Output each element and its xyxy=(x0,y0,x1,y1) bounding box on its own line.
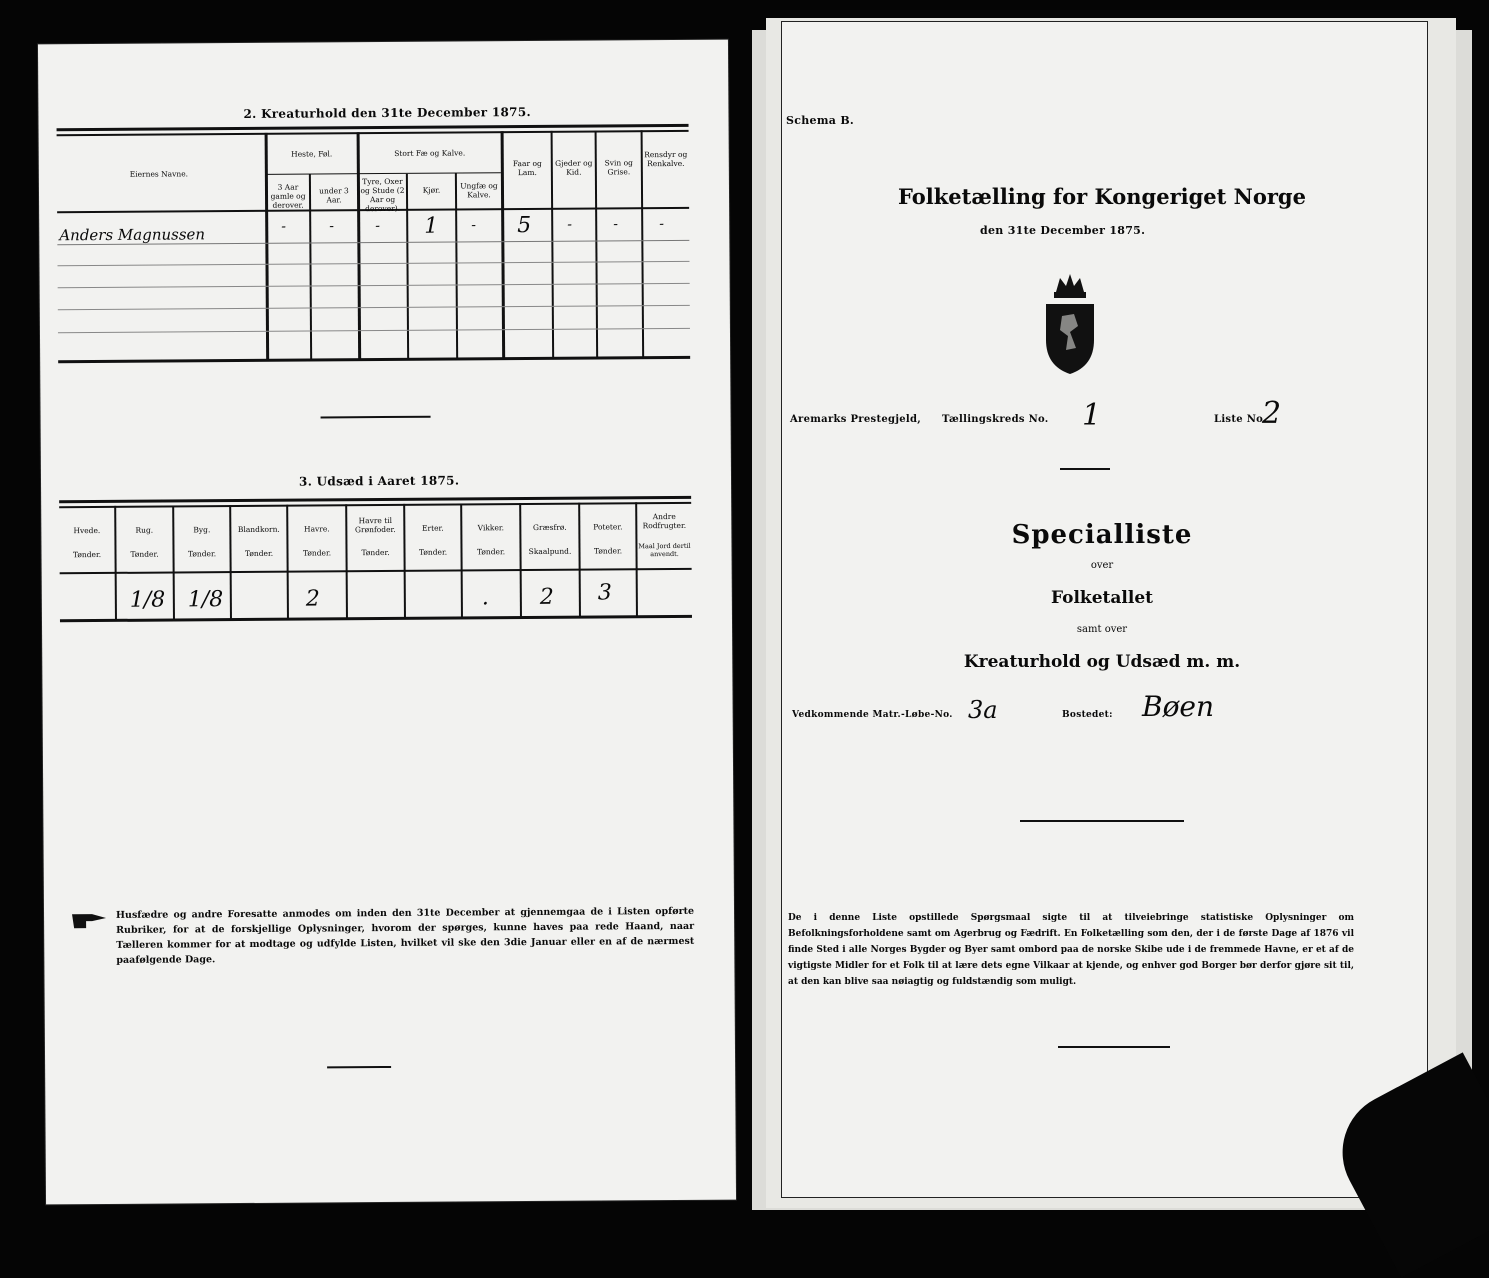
udsaed-value: . xyxy=(481,585,489,611)
unit-label: Tønder. xyxy=(418,547,448,557)
header-rensdyr: Rensdyr og Renkalve. xyxy=(644,149,688,169)
header-havre: Havre. xyxy=(303,524,330,534)
udsaed-value: 1/8 xyxy=(187,587,224,613)
header-vikker: Vikker. xyxy=(477,523,505,533)
tallingskreds-label: Tællingskreds No. xyxy=(942,414,1049,425)
column-divider xyxy=(519,503,521,618)
explanation-text: De i denne Liste opstillede Spørgsmaal sigte til at tilveiebringe statistiske Oplysninger om Befolkningsforholdene samt om Agerbrug og Fædrift. En Folketælling som den, der i de første Dage af 1876 vil finde Sted i alle Norges Bygder og Byer samt ombord paa de norske Skibe ude i de fremmede Havne, er et af de vigtigste Midler for et Folk til at lære dets egne Vilkaar at kjende, og enhver god Borger bør derfor gjøre sit til, at den kan blive saa nøiagtig og fuldstændig som muligt. xyxy=(788,913,1354,987)
unit-label: Maal Jord dertil anvendt. xyxy=(638,541,691,559)
header-gjeder: Gjeder og Kid. xyxy=(555,158,593,177)
header-heste-young: under 3 Aar. xyxy=(319,186,349,205)
unit-label: Tønder. xyxy=(130,549,159,559)
column-divider xyxy=(114,506,116,621)
header-havre-gronfoder: Havre til Grønfoder. xyxy=(355,515,396,535)
column-divider xyxy=(265,133,269,361)
header-rug: Rug. xyxy=(135,525,154,535)
left-page xyxy=(38,40,736,1205)
header-stort-fae: Stort Fæ og Kalve. xyxy=(394,148,466,158)
column-divider xyxy=(455,174,458,360)
separator-line xyxy=(321,416,431,418)
liste-label: Liste No. xyxy=(1214,414,1267,425)
table-rule xyxy=(59,502,691,508)
right-page xyxy=(782,22,1427,1197)
cell-value: - xyxy=(613,216,619,233)
section2-title: 2. Kreaturhold den 31te December 1875. xyxy=(243,104,531,121)
signature-line xyxy=(1020,820,1184,822)
udsaed-value: 2 xyxy=(305,586,320,612)
cell-value: - xyxy=(375,218,381,235)
over-text: over xyxy=(1090,560,1114,571)
udsaed-value: 2 xyxy=(539,584,554,610)
cell-value: - xyxy=(471,217,477,234)
cell-value: - xyxy=(567,216,573,233)
matr-label: Vedkommende Matr.-Løbe-No. xyxy=(792,710,953,720)
unit-label: Tønder. xyxy=(476,547,506,557)
column-divider xyxy=(286,505,288,620)
header-heste: Heste, Føl. xyxy=(291,149,333,159)
main-title: Folketælling for Kongeriget Norge xyxy=(898,184,1306,209)
header-heste-old: 3 Aar gamle og derover. xyxy=(270,182,306,210)
header-faar: Faar og Lam. xyxy=(512,158,542,178)
unit-label: Tønder. xyxy=(593,546,623,556)
cell-value: - xyxy=(659,216,665,233)
table-rule xyxy=(267,172,501,175)
pointing-hand-icon xyxy=(70,908,108,930)
section3-title: 3. Udsæd i Aaret 1875. xyxy=(298,473,460,489)
header-eiernes-navne: Eiernes Navne. xyxy=(129,169,189,179)
header-erter: Erter. xyxy=(421,523,444,533)
census-date: den 31te December 1875. xyxy=(980,224,1146,237)
unit-label: Tønder. xyxy=(187,549,217,559)
column-divider xyxy=(403,504,405,619)
bosted-value: Bøen xyxy=(1142,690,1215,723)
kreaturhold-heading: Kreaturhold og Udsæd m. m. xyxy=(963,652,1241,672)
column-divider xyxy=(460,503,462,618)
norway-coat-of-arms-icon xyxy=(1040,270,1100,378)
cell-value: 1 xyxy=(424,213,439,239)
header-tyre: Tyre, Oxer og Stude (2 Aar og derover). xyxy=(360,176,405,214)
column-divider xyxy=(406,174,409,360)
udsaed-value: 1/8 xyxy=(129,587,166,613)
header-andre-rodfrugter: Andre Rodfrugter. xyxy=(642,511,687,531)
separator-line xyxy=(327,1066,391,1068)
header-hvede: Hvede. xyxy=(73,525,101,536)
table-rule xyxy=(60,615,692,622)
header-svin: Svin og Grise. xyxy=(604,158,633,177)
matr-value: 3a xyxy=(968,696,998,724)
cell-value: - xyxy=(329,218,335,235)
unit-label: Tønder. xyxy=(72,549,102,560)
udsaed-value: 3 xyxy=(597,580,612,606)
header-poteter: Poteter. xyxy=(593,522,623,532)
unit-label: Tønder. xyxy=(361,547,390,558)
header-blandkorn: Blandkorn. xyxy=(237,524,280,535)
unit-label: Skaalpund. xyxy=(528,546,572,557)
prestegjeld-label: Aremarks Prestegjeld, xyxy=(790,414,922,425)
header-ungfae: Ungfæ og Kalve. xyxy=(460,181,498,200)
column-divider xyxy=(172,505,174,620)
separator-line xyxy=(1060,468,1110,470)
header-graesfro: Græsfrø. xyxy=(532,522,567,532)
tallingskreds-value: 1 xyxy=(1082,398,1102,433)
cell-value: - xyxy=(281,218,287,235)
column-divider xyxy=(357,132,361,360)
unit-label: Tønder. xyxy=(244,548,274,558)
unit-label: Tønder. xyxy=(302,548,332,558)
header-byg: Byg. xyxy=(193,525,211,535)
column-divider xyxy=(229,505,231,620)
column-divider xyxy=(578,503,580,618)
cell-value: 5 xyxy=(517,212,532,239)
table-rule xyxy=(58,356,690,363)
separator-line xyxy=(1058,1046,1170,1048)
specialliste-heading: Specialliste xyxy=(1011,520,1193,550)
schema-label: Schema B. xyxy=(786,114,855,127)
folketallet-heading: Folketallet xyxy=(1051,588,1153,608)
bosted-label: Bostedet: xyxy=(1062,710,1113,720)
notice-text: Husfædre og andre Foresatte anmodes om inden den 31te December at gjennemgaa de i Listen opførte Rubriker, for at de forskjellige Oplysninger, hvorom der spørges, kunne haves paa rede Haand, naar Tælleren kommer for at modtage og udfylde Listen, hvilket vil ske den 3die Januar eller en af de nærmest paafølgende Dage. xyxy=(116,905,695,966)
table-rule xyxy=(60,568,692,574)
liste-value: 2 xyxy=(1262,396,1282,431)
owner-name: Anders Magnussen xyxy=(59,225,206,245)
header-kjor: Kjør. xyxy=(422,185,441,195)
samt-over-text: samt over xyxy=(1076,624,1128,635)
